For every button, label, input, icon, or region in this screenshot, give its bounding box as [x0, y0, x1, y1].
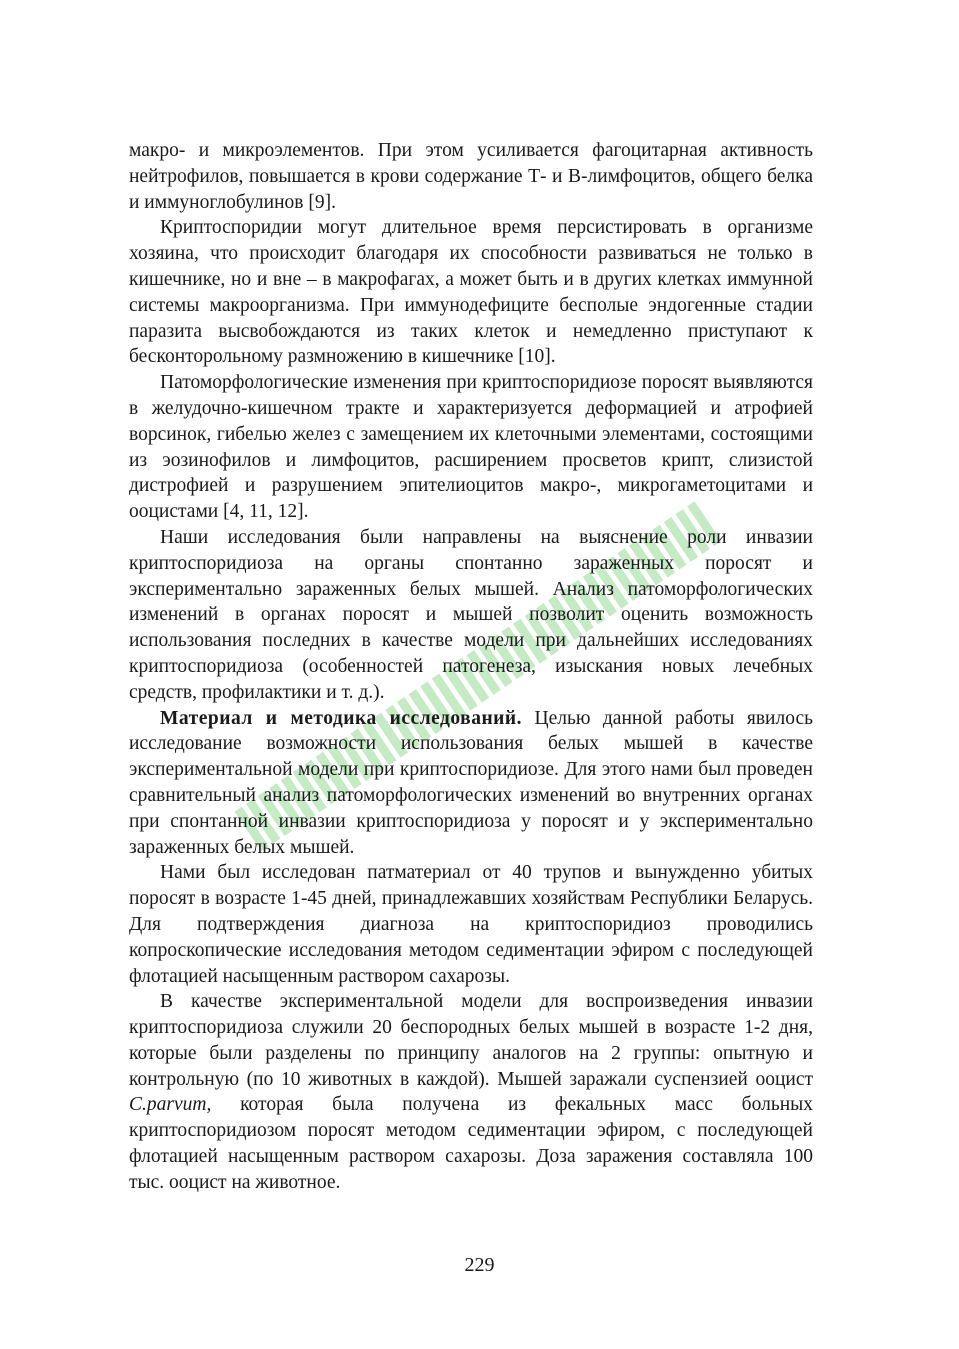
paragraph-6: Нами был исследован патматериал от 40 трупов и вынужденно убитых поросят в возрасте 1-45 дней, принадлежавших хозяйствам Республики Беларусь. Для подтверждения диагноза на криптоспоридиоз проводились копроскопические исследования методом седиментации эфиром с последующей флотацией насыщенным раствором сахарозы.	[129, 862, 813, 987]
paragraph-2: Криптоспоридии могут длительное время персистировать в организме хозяина, что происходит благодаря их способности развиваться не только в кишечнике, но и вне – в макрофагах, а может быть и в других клетках иммунной системы макроорганизма. При иммунодефиците бесполые эндогенные стадии паразита высвобождаются из таких клеток и немедленно приступают к бесконторольному размножению в кишечнике [10].	[129, 217, 813, 368]
species-name: C.parvum,	[129, 1094, 212, 1116]
paragraph-4: Наши исследования были направлены на выяснение роли инвазии криптоспоридиоза на органы спонтанно зараженных поросят и экспериментально зараженных белых мышей. Анализ патоморфологических изменений в органах поросят и мышей позволит оценить возможность использования последних в качестве модели при дальнейших исследованиях криптоспоридиоза (особенностей патогенеза, изыскания новых лечебных средств, профилактики и т. д.).	[129, 526, 813, 703]
paragraph-1: макро- и микроэлементов. При этом усиливается фагоцитарная активность нейтрофилов, повышается в крови содержание Т- и В-лимфоцитов, общего белка и иммуноглобулинов [9].	[129, 140, 813, 213]
section-heading: Материал и методика исследований.	[160, 707, 523, 729]
paragraph-5	[129, 706, 813, 861]
paragraph-7	[129, 989, 813, 1195]
paragraph-5-text: Целью данной работы явилось исследование возможности использования белых мышей в качестве экспериментальной модели при криптоспоридиозе. Для этого нами был проведен сравнительный анализ патоморфологических изменений во внутренних органах при спонтанной инвазии криптоспоридиоза у поросят и у экспериментально зараженных белых мышей.	[129, 707, 813, 858]
page-number: 229	[464, 1254, 495, 1276]
paragraph-7-text-before: В качестве экспериментальной модели для воспроизведения инвазии криптоспоридиоза служили 20 беспородных белых мышей в возрасте 1-2 дня, которые были разделены по принципу аналогов на 2 группы: опытную и контрольную (по 10 животных в каждой). Мышей заражали суспензией ооцист	[129, 991, 813, 1090]
paragraph-7-text-after: которая была получена из фекальных масс больных криптоспоридиозом поросят методом седиментации эфиром, с последующей флотацией насыщенным раствором сахарозы. Доза заражения составляла 100 тыс. ооцист на животное.	[129, 1094, 813, 1193]
page-text	[129, 138, 813, 1196]
paragraph-3: Патоморфологические изменения при криптоспоридиозе поросят выявляются в желудочно-кишечном тракте и характеризуется деформацией и атрофией ворсинок, гибелью желез с замещением их клеточными элементами, состоящими из эозинофилов и лимфоцитов, расширением просветов крипт, слизистой дистрофией и разрушением эпителиоцитов макро-, микрогаметоцитами и ооцистами [4, 11, 12].	[129, 372, 813, 523]
